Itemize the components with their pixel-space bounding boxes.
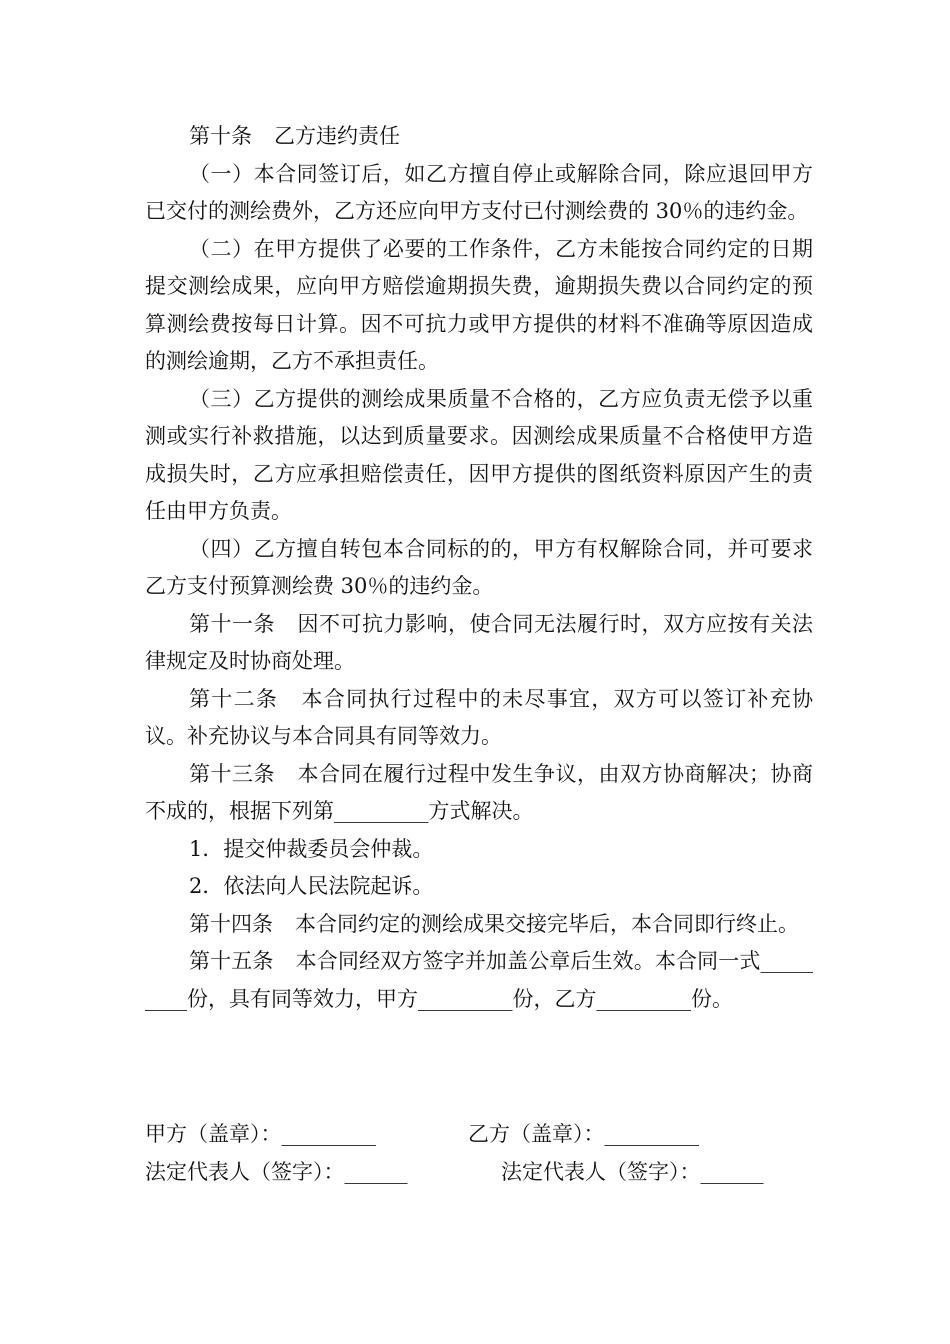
article-11-text: 因不可抗力影响，使合同无法履行时，双方应按有关法律规定及时协商处理。 — [145, 611, 813, 673]
article-14-number: 第十四条 — [189, 911, 273, 936]
article-14 — [145, 906, 813, 944]
article-10-item-1: （一）本合同签订后，如乙方擅自停止或解除合同，除应退回甲方已交付的测绘费外，乙方还应向甲方支付已付测绘费的 30％的违约金。 — [145, 161, 813, 223]
signature-block — [145, 1116, 845, 1191]
party-a-representative: 法定代表人（签字）：______ — [145, 1159, 408, 1184]
article-10-item-2: （二）在甲方提供了必要的工作条件，乙方未能按合同约定的日期提交测绘成果，应向甲方赔偿逾期损失费，逾期损失费以合同约定的预算测绘费按每日计算。因不可抗力或甲方提供的材料不准确等原因造成的测绘逾期，乙方不承担责任。 — [145, 236, 813, 373]
article-13 — [145, 756, 813, 831]
article-15-text: 本合同经双方签字并加盖公章后生效。本合同一式_________份，具有同等效力，甲方_________份，乙方_________份。 — [145, 949, 814, 1011]
seal-row — [145, 1116, 845, 1154]
article-15-number: 第十五条 — [189, 949, 274, 973]
article-12-text: 本合同执行过程中的未尽事宜，双方可以签订补充协议。补充协议与本合同具有同等效力。 — [145, 686, 814, 748]
article-14-text: 本合同约定的测绘成果交接完毕后，本合同即行终止。 — [295, 911, 799, 936]
article-12-number: 第十二条 — [189, 686, 279, 711]
representative-row — [145, 1154, 845, 1192]
article-13-number: 第十三条 — [189, 761, 275, 786]
party-a-seal: 甲方（盖章）：_________ — [145, 1122, 376, 1146]
contract-body — [145, 118, 813, 1018]
article-12 — [145, 681, 813, 756]
party-b-representative: 法定代表人（签字）：______ — [501, 1159, 764, 1184]
party-b-seal: 乙方（盖章）：_________ — [468, 1122, 699, 1146]
article-10-item-3: （三）乙方提供的测绘成果质量不合格的，乙方应负责无偿予以重测或实行补救措施，以达到质量要求。因测绘成果质量不合格使甲方造成损失时，乙方应承担赔偿责任，因甲方提供的图纸资料原因产生的责任由甲方负责。 — [145, 386, 813, 523]
article-13-text: 本合同在履行过程中发生争议，由双方协商解决；协商不成的，根据下列第_________方式解决。 — [145, 761, 813, 823]
article-11-number: 第十一条 — [189, 611, 275, 636]
article-10-number: 第十条 — [189, 124, 252, 148]
article-15 — [145, 943, 813, 1018]
article-10-title: 乙方违约责任 — [274, 124, 400, 148]
article-13-option-2: 2．依法向人民法院起诉。 — [189, 874, 434, 898]
article-10-item-4: （四）乙方擅自转包本合同标的的，甲方有权解除合同，并可要求乙方支付预算测绘费 30％的违约金。 — [145, 536, 813, 598]
article-13-option-1: 1．提交仲裁委员会仲裁。 — [189, 836, 434, 861]
article-11 — [145, 606, 813, 681]
article-10-heading — [145, 118, 813, 156]
